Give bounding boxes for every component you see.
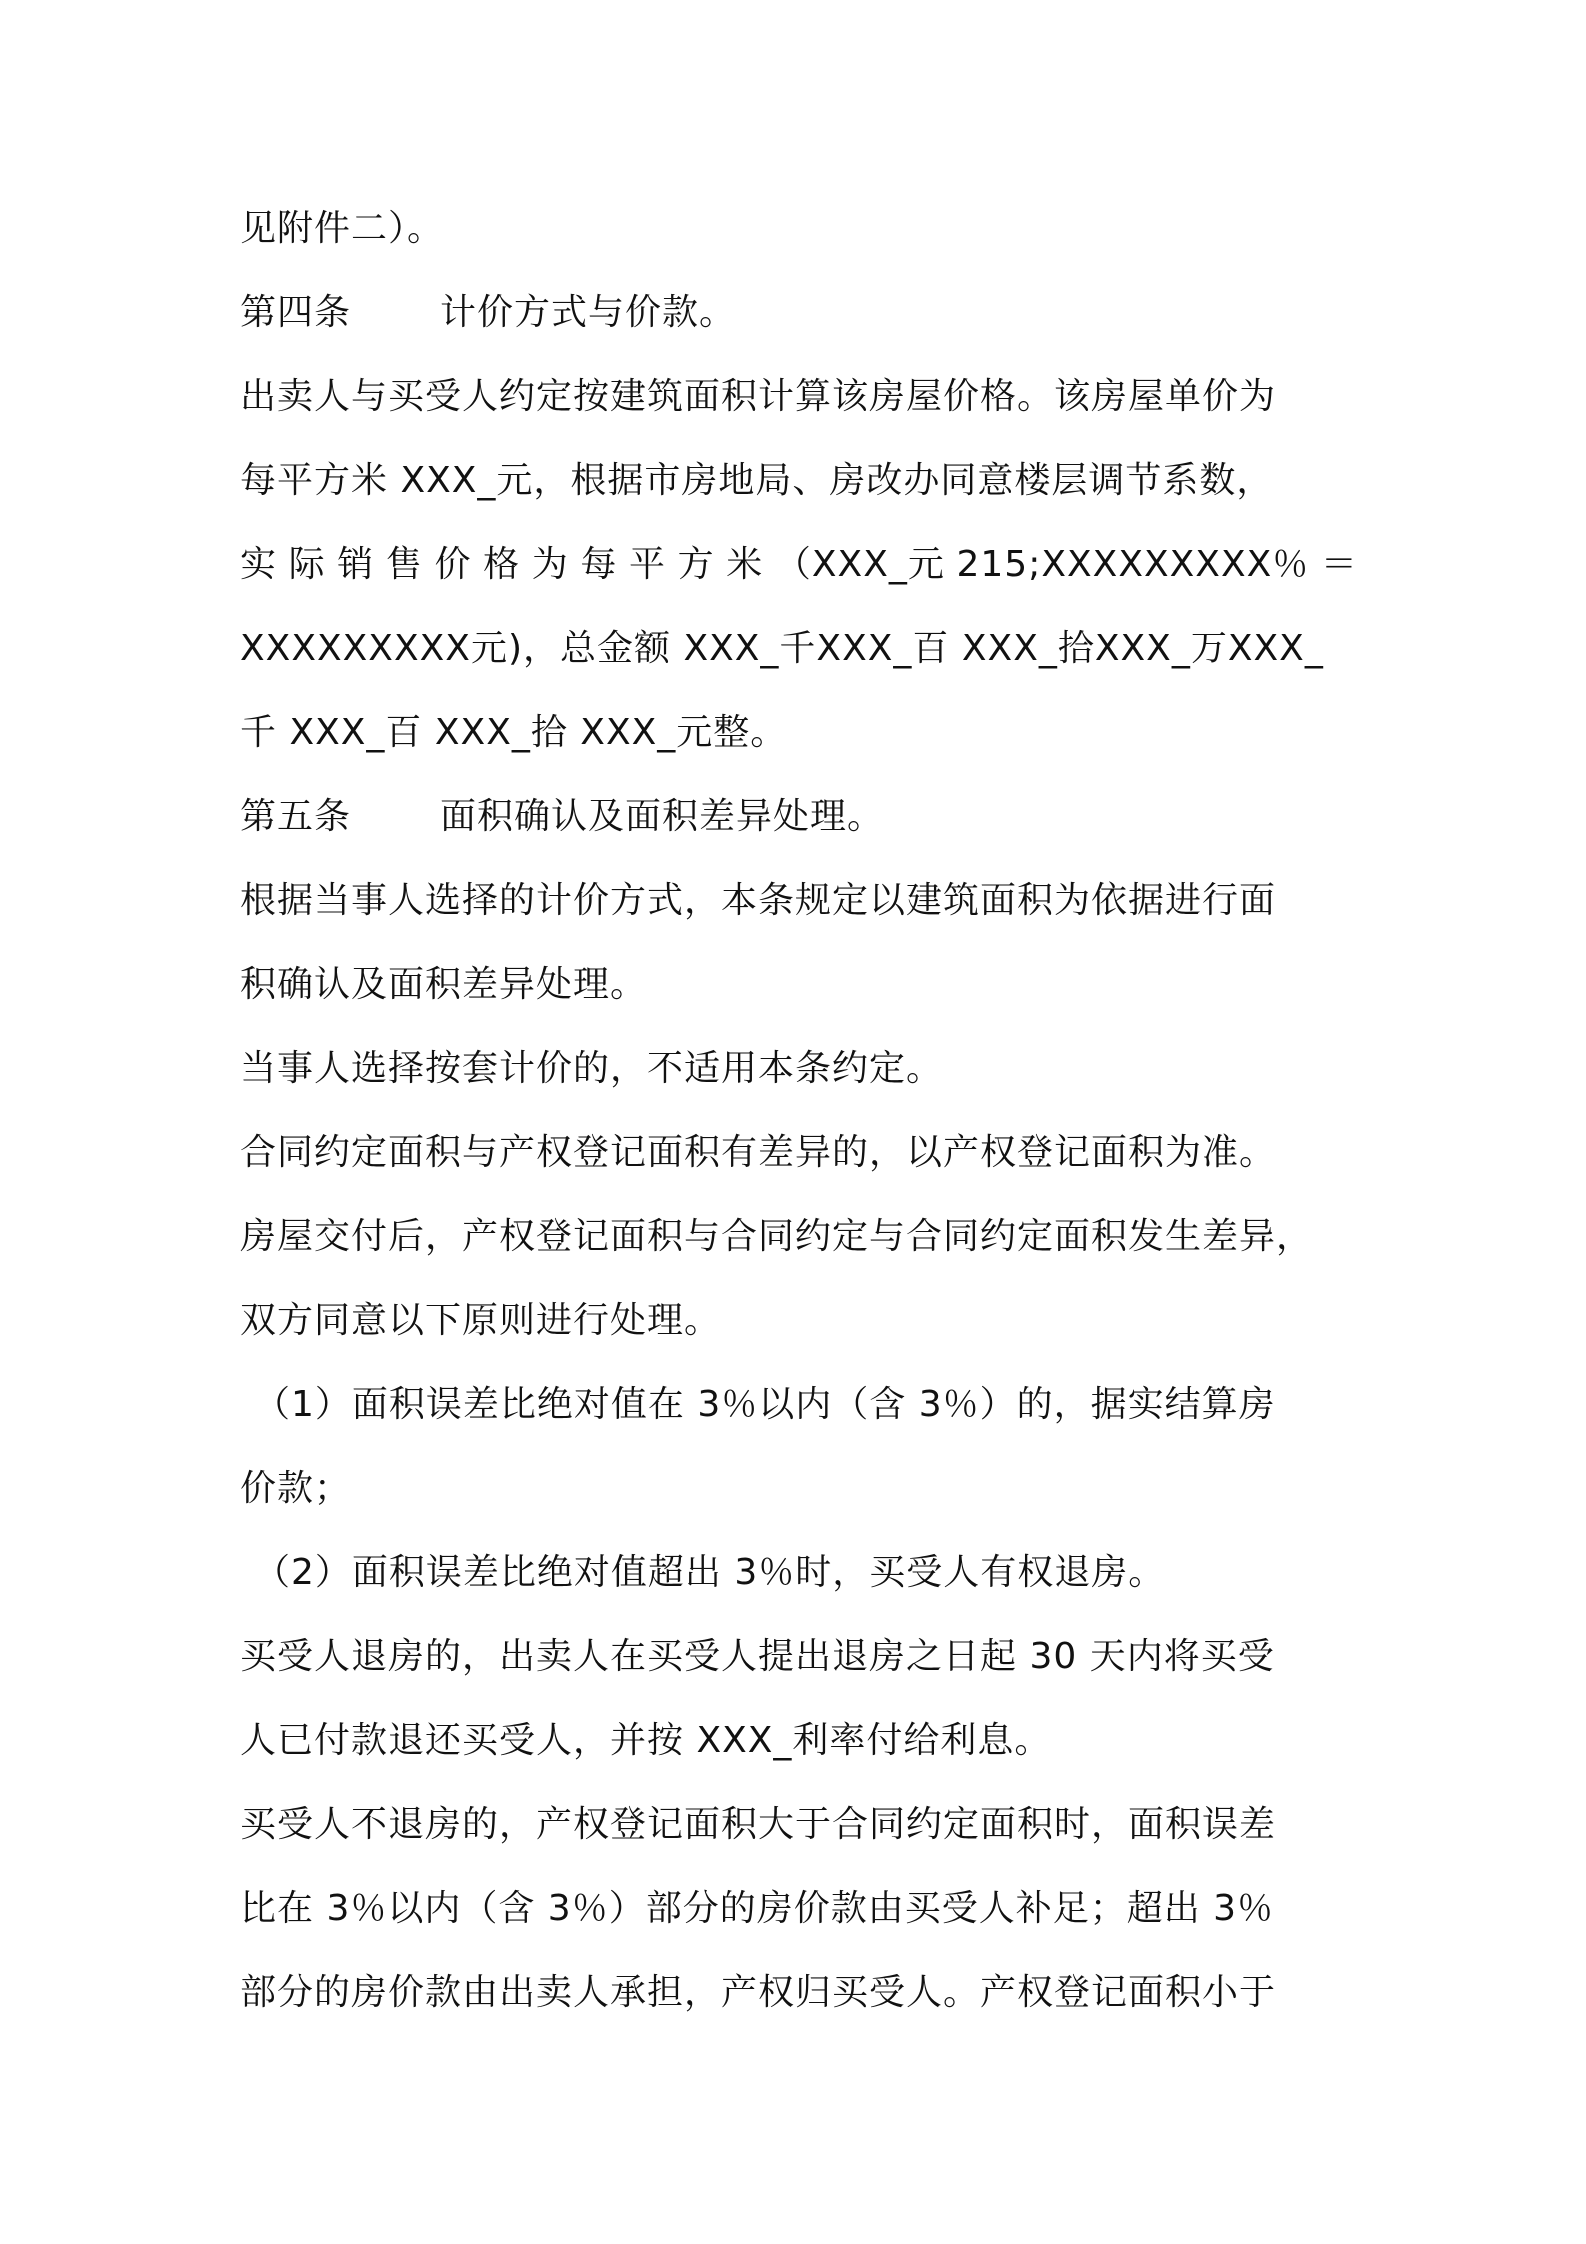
char: 销	[337, 544, 375, 585]
text-line: 出卖人与买受人约定按建筑面积计算该房屋价格。该房屋单价为	[240, 376, 1277, 417]
text-line: 人已付款退还买受人，并按 XXX_利率付给利息。	[240, 1720, 1052, 1761]
char: 价	[434, 544, 472, 585]
text-line: 根据当事人选择的计价方式，本条规定以建筑面积为依据进行面	[240, 880, 1277, 921]
text-line: 双方同意以下原则进行处理。	[240, 1300, 722, 1341]
token: 215;XXXXXXXXX％	[956, 544, 1310, 585]
list-item: （1）面积误差比绝对值在 3％以内（含 3％）的，据实结算房	[254, 1384, 1276, 1425]
text-line: 千 XXX_百 XXX_拾 XXX_元整。	[240, 712, 788, 753]
token: ＝	[1320, 544, 1358, 585]
char: 每	[580, 544, 618, 585]
text-line: 合同约定面积与产权登记面积有差异的，以产权登记面积为准。	[240, 1132, 1277, 1173]
text-line: 积确认及面积差异处理。	[240, 964, 648, 1005]
char: 格	[483, 544, 521, 585]
char: 平	[629, 544, 667, 585]
article-number: 第五条	[240, 796, 352, 837]
text-line: 比在 3％以内（含 3％）部分的房价款由买受人补足；超出 3％	[240, 1888, 1275, 1929]
text-line: 见附件二）。	[240, 208, 445, 249]
char: 际	[288, 544, 326, 585]
text-line: 价款；	[240, 1468, 352, 1509]
text-line: XXXXXXXXX元)，总金额 XXX_千XXX_百 XXX_拾XXX_万XXX_	[240, 628, 1324, 669]
char: 方	[677, 544, 715, 585]
list-item: （2）面积误差比绝对值超出 3％时，买受人有权退房。	[254, 1552, 1166, 1593]
article-number: 第四条	[240, 292, 352, 333]
article-title: 计价方式与价款。	[440, 292, 737, 333]
token: （XXX_元	[774, 544, 945, 585]
char: 售	[385, 544, 423, 585]
text-line: 部分的房价款由出卖人承担，产权归买受人。产权登记面积小于	[240, 1972, 1277, 2013]
char: 米	[726, 544, 764, 585]
char: 实	[240, 544, 278, 585]
text-line: 买受人不退房的，产权登记面积大于合同约定面积时，面积误差	[240, 1804, 1277, 1845]
article-title: 面积确认及面积差异处理。	[440, 796, 885, 837]
text-line: 当事人选择按套计价的，不适用本条约定。	[240, 1048, 944, 1089]
article-heading	[240, 793, 1370, 841]
char: 为	[531, 544, 569, 585]
text-line-justified	[240, 541, 1358, 589]
text-line: 每平方米 XXX_元，根据市房地局、房改办同意楼层调节系数，	[240, 460, 1274, 501]
text-line: 买受人退房的，出卖人在买受人提出退房之日起 30 天内将买受	[240, 1636, 1275, 1677]
article-heading	[240, 289, 1370, 337]
text-line: 房屋交付后，产权登记面积与合同约定与合同约定面积发生差异，	[240, 1216, 1314, 1257]
